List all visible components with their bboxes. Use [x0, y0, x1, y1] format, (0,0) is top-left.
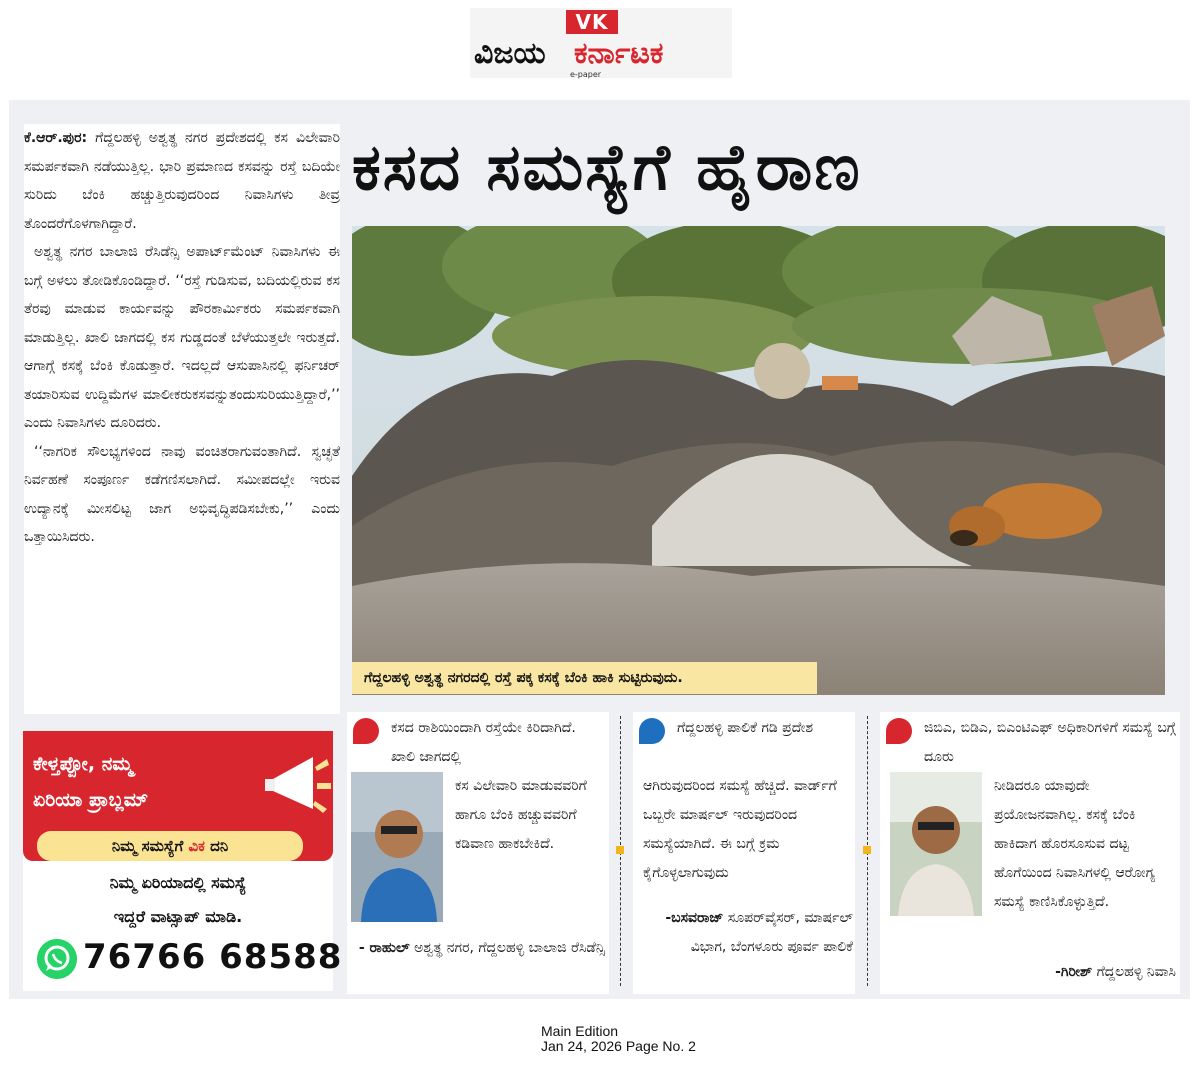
article-photo: [352, 226, 1165, 695]
edition-footer: [541, 1024, 696, 1054]
masthead-logo: [470, 8, 732, 78]
person-photo-icon: [351, 772, 443, 922]
person-photo-icon: [890, 772, 982, 916]
promo-phone-number: 76766 68588: [83, 937, 343, 977]
quote-bullet-2: [639, 718, 665, 744]
edition-name: Main Edition: [541, 1023, 619, 1039]
article-paragraph-2: ಅಶ್ವತ್ಥ ನಗರ ಬಾಲಾಜಿ ರೆಸಿಡೆನ್ಸಿ ಅಪಾರ್ಟ್‌ಮೆಂಟ್ ನಿವಾಸಿಗಳು ಈ ಬಗ್ಗೆ ಅಳಲು ತೋಡಿಕೊಂಡಿದ್ದಾರೆ. ‘‘ರಸ್ತೆ ಗುಡಿಸುವ, ಬದಿಯಲ್ಲಿರುವ ಕಸ ತೆರವು ಮಾಡುವ ಕಾರ್ಯವನ್ನು ಪೌರಕಾರ್ಮಿಕರು ಸಮರ್ಪಕವಾಗಿ ಮಾಡುತ್ತಿಲ್ಲ. ಖಾಲಿ ಜಾಗದಲ್ಲಿ ಕಸ ಗುಡ್ಡದಂತೆ ಬೆಳೆಯುತ್ತಲೇ ಇರುತ್ತದೆ. ಆಗಾಗ್ಗೆ ಕಸಕ್ಕೆ ಬೆಂಕಿ ಕೊಡುತ್ತಾರೆ. ಇದಲ್ಲದೆ ಆಸುಪಾಸಿನಲ್ಲಿ ಫರ್ನಿಚರ್ ತಯಾರಿಸುವ ಉದ್ದಿಮೆಗಳ ಮಾಲೀಕರುಕಸವನ್ನುತಂದುಸುರಿಯುತ್ತಿದ್ದಾರೆ,’’ ಎಂದು ನಿವಾಸಿಗಳು ದೂರಿದರು.: [24, 244, 340, 431]
quote-1-name: - ರಾಹುಲ್: [358, 940, 410, 956]
quote-1-signature: [347, 934, 605, 963]
quote-1-text-top: ಕಸದ ರಾಶಿಯಿಂದಾಗಿ ರಸ್ತೆಯೇ ಕಿರಿದಾಗಿದೆ. ಖಾಲಿ ಜಾಗದಲ್ಲಿ: [391, 720, 576, 765]
masthead-name-left: ವಿಜಯ: [474, 36, 546, 71]
quote-3-signature: [880, 958, 1176, 987]
divider-marker-1: [616, 846, 624, 854]
quote-3-role: ಗೆದ್ದಲಹಳ್ಳಿ ನಿವಾಸಿ: [1096, 964, 1176, 980]
quote-2-signature: [633, 904, 853, 962]
edition-date-page: Jan 24, 2026 Page No. 2: [541, 1038, 696, 1054]
quote-3-name: -ಗಿರೀಶ್: [1055, 964, 1093, 980]
promo-title-line-1: ಕೇಳ್ತಪ್ಪೋ, ನಮ್ಮ: [33, 753, 133, 775]
quote-card-3: [880, 712, 1180, 994]
quote-2-text-wrap: ಆಗಿರುವುದರಿಂದ ಸಮಸ್ಯೆ ಹೆಚ್ಚಿದೆ. ವಾರ್ಡ್‌ಗೆ ಒಬ್ಬರೇ ಮಾರ್ಷಲ್ ಇರುವುದರಿಂದ ಸಮಸ್ಯೆಯಾಗಿದೆ. ಈ ಬಗ್ಗೆ ಕ್ರಮ ಕೈಗೊಳ್ಳಲಾಗುವುದು: [643, 778, 837, 881]
quote-card-2: [633, 712, 855, 994]
quote-1-text-wrap: ಕಸ ವಿಲೇವಾರಿ ಮಾಡುವವರಿಗೆ ಹಾಗೂ ಬೆಂಕಿ ಹಚ್ಚುವವರಿಗೆ ಕಡಿವಾಣ ಹಾಕಬೇಕಿದೆ.: [455, 778, 587, 852]
portrait-rahul: [351, 772, 443, 922]
promo-tagline: [37, 831, 303, 861]
quote-card-1: [347, 712, 609, 994]
masthead-tagline: e-paper: [570, 70, 602, 79]
promo-tag-pre: ನಿಮ್ಮ ಸಮಸ್ಯೆಗೆ: [111, 837, 189, 855]
vk-badge: VK: [566, 10, 618, 34]
quote-2-name: -ಬಸವರಾಜ್: [665, 910, 724, 926]
promo-tag-accent: ವಿಕ: [188, 837, 205, 855]
promo-tag-post: ದನಿ: [204, 837, 229, 855]
quote-3-text-wrap: ನೀಡಿದರೂ ಯಾವುದೇ ಪ್ರಯೋಜನವಾಗಿಲ್ಲ. ಕಸಕ್ಕೆ ಬೆಂಕಿ ಹಾಕಿದಾಗ ಹೊರಸೂಸುವ ದಟ್ಟ ಹೊಗೆಯಿಂದ ನಿವಾಸಿಗಳಲ್ಲಿ ಆರೋಗ್ಯ ಸಮಸ್ಯೆ ಕಾಣಿಸಿಕೊಳ್ಳುತ್ತಿದೆ.: [994, 778, 1156, 910]
promo-box: [23, 731, 343, 991]
article-paragraph-3: ‘‘ನಾಗರಿಕ ಸೌಲಭ್ಯಗಳಿಂದ ನಾವು ವಂಚಿತರಾಗುವಂತಾಗಿದೆ. ಸ್ವಚ್ಛತೆ ನಿರ್ವಹಣೆ ಸಂಪೂರ್ಣ ಕಡೆಗಣಿಸಲಾಗಿದೆ. ಸಮೀಪದಲ್ಲೇ ಇರುವ ಉದ್ಯಾನಕ್ಕೆ ಮೀಸಲಿಟ್ಟ ಜಾಗ ಅಭಿವೃದ್ಧಿಪಡಿಸಬೇಕು,’’ ಎಂದು ಒತ್ತಾಯಿಸಿದರು.: [24, 443, 340, 545]
promo-line-1: ನಿಮ್ಮ ಏರಿಯಾದಲ್ಲಿ ಸಮಸ್ಯೆ: [109, 873, 247, 892]
garbage-dump-photo: [352, 226, 1165, 695]
quote-3-text-top: ಜಿಬಿಎ, ಬಿಡಿಎ, ಬಿಎಂಟಿಎಫ್ ಅಧಿಕಾರಿಗಳಿಗೆ ಸಮಸ್ಯೆ ಬಗ್ಗೆ ದೂರು: [924, 720, 1176, 765]
quote-bullet-3: [886, 718, 912, 744]
dateline: ಕೆ.ಆರ್.ಪುರ:: [24, 130, 88, 146]
headline: ಕಸದ ಸಮಸ್ಯೆಗೆ ಹೈರಾಣ: [352, 131, 862, 205]
megaphone-icon: [263, 739, 333, 829]
quote-2-text-top: ಗೆದ್ದಲಹಳ್ಳಿ ಪಾಲಿಕೆ ಗಡಿ ಪ್ರದೇಶ: [677, 720, 814, 736]
whatsapp-icon: [37, 939, 77, 979]
masthead-name-right: ಕರ್ನಾಟಕ: [574, 36, 664, 71]
photo-caption: ಗೆದ್ದಲಹಳ್ಳಿ ಅಶ್ವತ್ಥ ನಗರದಲ್ಲಿ ರಸ್ತೆ ಪಕ್ಕ ಕಸಕ್ಕೆ ಬೆಂಕಿ ಹಾಕಿ ಸುಟ್ಟಿರುವುದು.: [352, 662, 817, 694]
promo-title-line-2: ಏರಿಯಾ ಪ್ರಾಬ್ಲಮ್: [33, 789, 149, 811]
promo-line-2: ಇದ್ದರೆ ವಾಟ್ಸಾಪ್ ಮಾಡಿ.: [113, 907, 243, 926]
article-paragraph-1: [24, 124, 340, 238]
paragraph-1-text: ಗೆದ್ದಲಹಳ್ಳಿ ಅಶ್ವತ್ಥ ನಗರ ಪ್ರದೇಶದಲ್ಲಿ ಕಸ ವಿಲೇವಾರಿ ಸಮರ್ಪಕವಾಗಿ ನಡೆಯುತ್ತಿಲ್ಲ. ಭಾರಿ ಪ್ರಮಾಣದ ಕಸವನ್ನು ರಸ್ತೆ ಬದಿಯೇ ಸುರಿದು ಬೆಂಕಿ ಹಚ್ಚುತ್ತಿರುವುದರಿಂದ ನಿವಾಸಿಗಳು ತೀವ್ರ ತೊಂದರೆಗೊಳಗಾಗಿದ್ದಾರೆ.: [24, 130, 340, 232]
quote-1-role: ಅಶ್ವತ್ಥ ನಗರ, ಗೆದ್ದಲಹಳ್ಳಿ ಬಾಲಾಜಿ ರೆಸಿಡೆನ್ಸಿ: [414, 940, 605, 956]
quote-2-role: ಸೂಪರ್‌ವೈಸರ್, ಮಾರ್ಷಲ್ ವಿಭಾಗ, ಬೆಂಗಳೂರು ಪೂರ್ವ ಪಾಲಿಕೆ: [690, 910, 853, 955]
portrait-girish: [890, 772, 982, 916]
divider-marker-2: [863, 846, 871, 854]
quote-bullet-1: [353, 718, 379, 744]
article-body: [24, 124, 340, 714]
